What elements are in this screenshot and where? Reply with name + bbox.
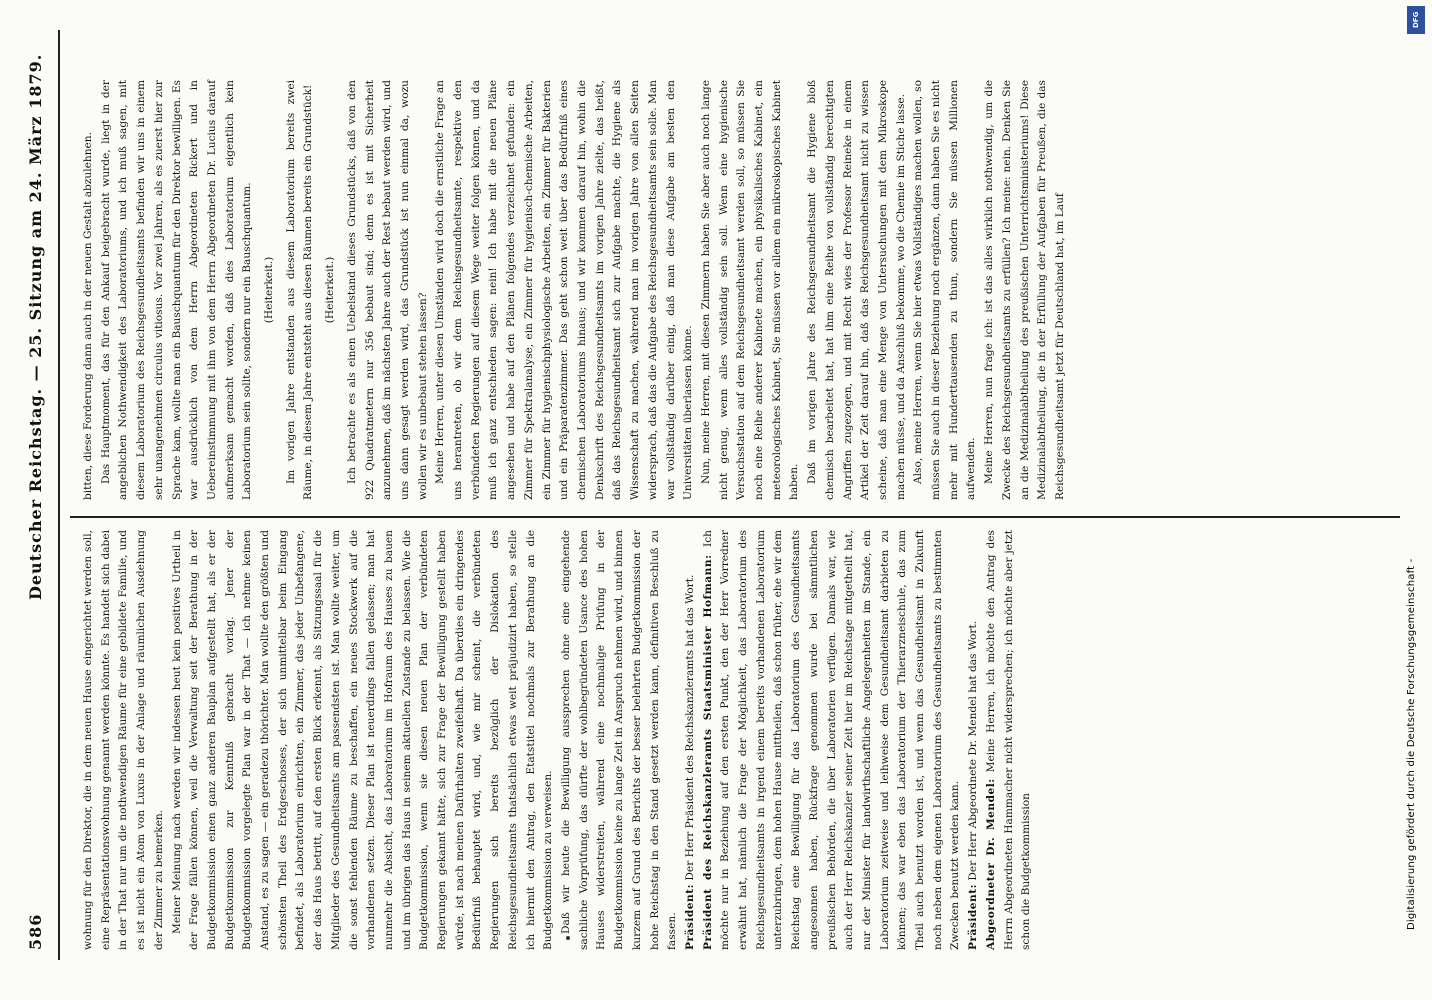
speaker-label: Präsident:	[967, 883, 980, 950]
page-number: 586	[26, 913, 45, 950]
header-rule	[58, 30, 60, 960]
speaker-label: Präsident des Reichskanzleramts Staatsminister Hofmann:	[701, 554, 714, 950]
paragraph-text: Meine Herren, unter diesen Umständen wird doch die ernstliche Frage an uns herantreten, ob wir dem Reichsgesundheitsamte, respektive den verbündeten Regierungen auf diesem Wege weiter folgen können, und da muß ich ganz entschieden sagen: nein! Ich habe mit die neuen Pläne angesehen und habe auf den Plänen folgendes verzeichnet gefunden: ein Zimmer für Spektralanalyse, ein Zimmer für hygienisch-chemische Arbeiten, ein Zimmer für hygienischphysiologische Arbeiten, ein Zimmer für Bakterien und ein Präparatenzimmer. Das geht schon weit über das Bedürfniß eines chemischen Laboratoriums hinaus; und wir kommen darauf hin, wohin die Denkschrift des Reichsgesundheitsamts im vorigen Jahre zielte, das heißt, daß das Reichsgesundheitsamt sich zur Aufgabe machte, die Hygiene als Wissenschaft zu machen, während man im vorigen Jahre von allen Seiten widersprach, daß das die Aufgabe des Reichsgesundheitsamts sein solle. Man war vollständig darüber einig, daß man diese Aufgabe am besten den Universitäten überlassen könne.	[434, 80, 695, 500]
paragraph	[558, 530, 682, 950]
paragraph	[910, 80, 981, 500]
paragraph	[700, 530, 966, 950]
paragraph-text: Meiner Meinung nach werden wir indessen heut kein positives Urtheil in der Frage fällen können, weil die Verwaltung seit der Berathung in der Budgetkommission einen ganz anderen Bauplan aufgestellt hat, als er der Budgetkommission zur Kenntniß gebracht vorlag. Jener der Budgetkommission vorgelegte Plan war in der That — ich nehme keinen Anstand, es zu sagen — ein geradezu thörichter. Man wollte den größten und schönsten Theil des Erdgeschosses, der sich unmittelbar beim Eingang befindet, als Laboratorium einrichten, ein Zimmer, das jeder Unbefangene, der das Haus betritt, auf den ersten Blick erkennt, als Sitzungssaal für die Mitglieder des Gesundheitsamts am passendsten ist. Man wollte weiter, um die sonst fehlenden Räume zu beschaffen, ein neues Stockwerk auf die vorhandenen setzen. Dieser Plan ist neuerdings fallen gelassen; man hat nunmehr die Absicht, das Laboratorium im Hofraum des Hauses zu bauen und im übrigen das Haus in seinem aktuellen Zustande zu belassen. Wie die Budgetkommission, wenn sie diesen neuen Plan der verbündeten Regierungen gekannt hätte, sich zur Frage der Bewilligung gestellt haben würde, ist nach meinen Dafürhalten zweifelhaft. Da überdies ein dringendes Bedürfniß behauptet wird, und, wie mir scheint, die verbündeten Regierungen sich bereits bezüglich der Dislokation des Reichsgesundheitsamts thatsächlich etwas weit präjudizirt haben, so stelle ich hiermit den Antrag, den Etatstitel nochmals zur Berathung an die Budgetkommission zu verweisen.	[170, 530, 555, 950]
paragraph-text: Ich betrachte es als einen Uebelstand dieses Grundstücks, daß von den 922 Quadratmetern nur 356 bebaut sind; denn es ist mit Sicherheit anzunehmen, daß im nächsten Jahre auch der Rest bebaut werden wird, und uns dann gesagt werden wird, das Grundstück ist nun einmal da, wozu wollen wir es unbebaut stehen lassen?	[345, 80, 429, 500]
paragraph-text: Nun, meine Herren, mit diesen Zimmern haben Sie aber auch noch lange nicht genug, wenn alles vollständig sein soll. Wenn eine hygienische Versuchsstation auf dem Reichsgesundheitsamt werden soll, so müssen Sie noch eine Reihe anderer Kabinete machen, ein physikalisches Kabinet, ein meteorologisches Kabinet, Sie müssen vor allem ein mikroskopisches Kabinet haben.	[699, 80, 801, 500]
paragraph	[432, 80, 698, 500]
paragraph	[80, 530, 169, 950]
text-column-left	[80, 530, 1036, 950]
speaker-label: Präsident:	[683, 883, 696, 950]
page-header	[0, 0, 60, 1000]
paragraph-text: Also, meine Herren, wenn Sie hier etwas Vollständiges machen wollen, so müssen Sie auch in dieser Beziehung noch ergänzen, dann haben Sie es nicht mehr mit Hunderttausenden zu thun, sondern Sie müssen Millionen aufwenden.	[912, 80, 978, 500]
paragraph-text: Ich möchte nur in Beziehung auf den ersten Punkt, den der Herr Vorredner erwähnt hat, nämlich die Frage der Möglichkeit, das Laboratorium des Reichsgesundheitsamts in irgend einem bereits vorhandenen Laboratorium unterzubringen, dem hohen Hause mittheilen, daß schon früher, ehe wir dem Reichstag eine Bewilligung für das Laboratorium des Gesundheitsamts angesonnen haben, Rückfrage genommen wurde bei sämmtlichen preußischen Behörden, die über Laboratorien verfügen. Damals war, wie auch der Herr Reichskanzler seiner Zeit hier im Reichstage mitgetheilt hat, nur der Minister für landwirthschaftliche Angelegenheiten im Stande, ein Laboratorium zeitweise und leihweise dem Gesundheitsamt darbieten zu können; das war eben das Laboratorium der Thierarzneischule, das zum Theil auch benutzt worden ist, und wenn das Gesundheitsamt in Zukunft noch neben dem eigenen Laboratorium des Gesundheitsamts zu bestimmten Zwecken benutzt werden kann.	[701, 530, 962, 950]
speaker-label: Abgeordneter Dr. Mendel:	[984, 778, 997, 950]
text-column-right	[80, 80, 1070, 500]
paragraph-text: Meine Herren, nun frage ich: ist das alles wirklich nothwendig, um die Zwecke des Reichsgesundheitsamts zu erfüllen? Ich meine: nein. Denken Sie an die Medizinalabtheilung des preußischen Unterrichtsministeriums! Diese Medizinalabtheilung, die in der Erfüllung der Aufgaben für Preußen, die das Reichsgesundheitsamt jetzt für Deutschland hat, im Lauf	[983, 80, 1066, 500]
dfg-logo: DFG	[1407, 6, 1425, 34]
digitization-credit: Digitalisierung gefördert durch die Deutsche Forschungsgemeinschaft -	[1406, 558, 1417, 930]
paragraph	[261, 80, 279, 500]
paragraph-text: wohnung für den Direktor, die in dem neuen Hause eingerichtet werden soll, eine Repräsentationswohnung genannt werden könnte. Es handelt sich dabei in der That nur um die nothwendigen Räume für eine gebildete Familie, und es ist nicht ein Atom von Luxus in der Anlage und räumlichen Ausdehnung der Zimmer zu bemerken.	[82, 530, 165, 950]
paragraph-text: Daß wir heute die Bewilligung aussprechen ohne eine eingehende sachliche Vorprüfung, das dürfte der wohlbegründeten Usance des hohen Hauses widerstreiten, während eine nochmalige Prüfung in der Budgetkommission keine zu lange Zeit in Anspruch nehmen wird, und binnen kurzem auf Grund des Berichts der besser belehrten Budgetkommission der hohe Reichstag in den Stand gesetzt werden kann, definitiven Beschluß zu fassen.	[559, 530, 679, 950]
paragraph	[80, 80, 98, 500]
paragraph	[344, 80, 433, 500]
paragraph-text: Der Herr Abgeordnete Dr. Mendel hat das Wort.	[967, 620, 980, 884]
running-head: Deutscher Reichstag. — 25. Sitzung am 24. März 1879.	[26, 53, 45, 600]
paragraph	[98, 80, 257, 500]
paragraph	[804, 80, 910, 500]
paragraph	[965, 530, 983, 950]
paragraph-text: Der Herr Präsident des Reichskanzleramts hat das Wort.	[683, 574, 696, 884]
paragraph-text: Im vorigen Jahre entstanden aus diesem Laboratorium bereits zwei Räume, in diesem Jahre entsteht aus diesen Räumen bereits ein Grundstück!	[284, 80, 315, 500]
paragraph-text: Meine Herren, ich möchte den Antrag des Herrn Abgeordneten Hammacher nicht widersprechen; ich möchte aber jetzt schon die Budgetkommission	[984, 530, 1033, 950]
paragraph	[981, 80, 1070, 500]
paragraph-text: (Heiterkeit.)	[324, 256, 337, 324]
paragraph	[169, 530, 558, 950]
paragraph-text: Das Hauptmoment, das für den Ankauf beigebracht wurde, liegt in der angeblichen Nothwendigkeit des Laboratoriums, und ich muß sagen, mit diesem Laboratorium des Reichsgesundheitsamts befinden wir uns in einem sehr unangenehmen circulus vitiosus. Vor zwei Jahren, als es zuerst hier zur Sprache kam, wollte man ein Bauschquantum für den Direktor bewilligen. Es war ausdrücklich von dem Herrn Abgeordneten Rickert und in Uebereinstimmung mit ihm von dem Herrn Abgeordneten Dr. Lucius darauf aufmerksam gemacht worden, daß dies Laboratorium eigentlich kein Laboratorium sein sollte, sondern nur ein Bauschquantum.	[99, 80, 254, 500]
paragraph-text: (Heiterkeit.)	[263, 256, 276, 324]
paragraph	[983, 530, 1036, 950]
paragraph	[283, 80, 318, 500]
paragraph-text: Daß im vorigen Jahre des Reichsgesundheitsamt die Hygiene bloß chemisch bearbeitet hat, hat ihm eine Reihe von vollständig berechtigten Angriffen zugezogen, und mit Recht wies der Professor Reineke in einem Artikel der Zeit darauf hin, daß das Reichsgesundheitsamt nicht zu wissen scheine, daß man eine Menge von Untersuchungen mit dem Mikroskope machen müsse, und da Anschluß bekomme, wo die Chemie im Stiche lasse.	[806, 80, 907, 500]
paragraph	[322, 80, 340, 500]
paragraph-text: bitten, diese Forderung dann auch in der neuen Gestalt abzulehnen.	[82, 132, 94, 500]
print-speck	[566, 936, 570, 940]
column-divider	[70, 516, 1400, 518]
paragraph	[698, 80, 804, 500]
paragraph	[682, 530, 700, 950]
